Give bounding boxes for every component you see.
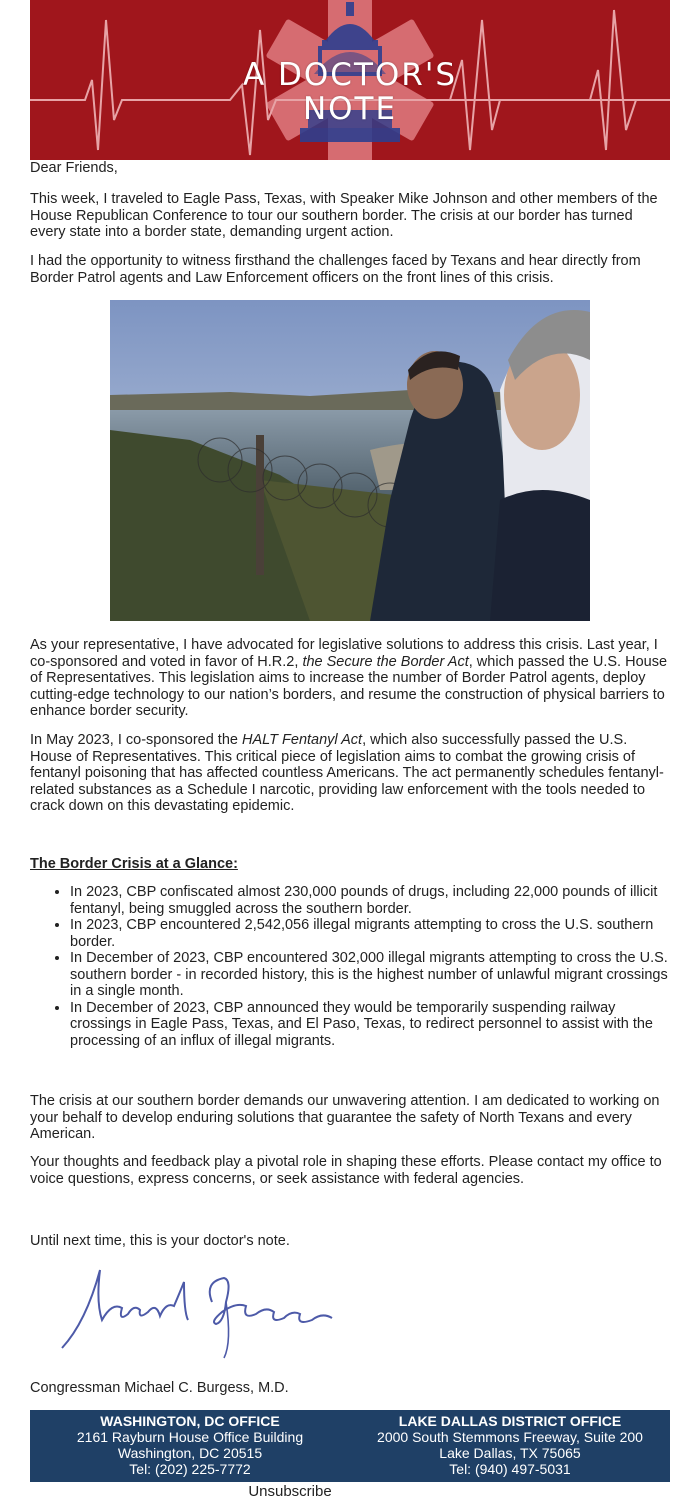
facts-list [30, 884, 670, 1049]
advocacy-text-a: As your representative, I have advocated for legislative solutions to address this crisis. Last year, I co-sponsored and voted in favor of H.R.2, [30, 637, 658, 670]
list-item: • In 2023, CBP confiscated almost 230,000 pounds of drugs, including 22,000 pounds of illicit fentanyl, being smuggled across the southern border. [70, 884, 670, 917]
paragraph-feedback: Your thoughts and feedback play a pivotal role in shaping these efforts. Please contact my office to voice questions, express concerns, or seek assistance with federal agencies. [30, 1154, 662, 1187]
lake-dallas-office-address-line2: Lake Dallas, TX 75065 [439, 1445, 581, 1461]
unsubscribe-link[interactable]: Unsubscribe [248, 1483, 332, 1500]
secure-border-act: the Secure the Border Act [302, 653, 469, 670]
signature-name: Congressman Michael C. Burgess, M.D. [30, 1380, 289, 1396]
list-item: • In December of 2023, CBP encountered 302,000 illegal migrants attempting to cross the U.S. southern border - in recorded history, this is the highest number of unlawful migrant crossings in a single month. [70, 950, 670, 1000]
fentanyl-text-a: In May 2023, I co-sponsored the [30, 732, 242, 748]
banner-title [30, 58, 670, 126]
fentanyl-text-b: , which also successfully passed the U.S. House of Representatives. This critical piece of legislation aims to combat the growing crisis of fentanyl poisoning that has affected countless Americans. The act permanently schedules fentanyl-related substances as a Schedule I narcotic, providing law enforcement with the tools needed to crack down on this devastating epidemic. [30, 732, 664, 814]
dc-office-address-line1: 2161 Rayburn House Office Building [76, 1429, 304, 1445]
lake-dallas-office-phone: Tel: (940) 497-5031 [449, 1461, 571, 1477]
list-item: • In December of 2023, CBP announced they would be temporarily suspending railway crossings in Eagle Pass, Texas, and El Paso, Texas, to redirect personnel to assist with the processing of an influx of illegal migrants. [70, 1000, 670, 1050]
dc-office-name: WASHINGTON, DC OFFICE [100, 1413, 280, 1429]
salutation: Dear Friends, [30, 160, 118, 176]
dc-office-address-line2: Washington, DC 20515 [117, 1445, 263, 1461]
list-item: • In 2023, CBP encountered 2,542,056 illegal migrants attempting to cross the U.S. southern border. [70, 917, 670, 950]
advocacy-text-b: , which passed the U.S. House of Representatives. This legislation aims to increase the number of Border Patrol agents, deploy cutting-edge technology to our nation’s borders, and resume the construction of physical barriers to enhance border security. [30, 653, 668, 719]
lake-dallas-office-address-line1: 2000 South Stemmons Freeway, Suite 200 [377, 1429, 643, 1445]
paragraph-witness: I had the opportunity to witness firsthand the challenges faced by Texans and hear directly from Border Patrol agents and Law Enforcement officers on the front lines of this crisis. [30, 253, 641, 286]
banner-title-line2: NOTE [302, 91, 398, 127]
halt-fentanyl-act: HALT Fentanyl Act [242, 732, 363, 748]
office-footer [30, 1410, 670, 1482]
lake-dallas-office [360, 1413, 660, 1477]
paragraph-intro: This week, I traveled to Eagle Pass, Texas, with Speaker Mike Johnson and other members of the House Republican Conference to tour our southern border. The crisis at our border has turned every state into a border state, demanding urgent action. [30, 191, 658, 240]
dc-office [40, 1413, 340, 1477]
paragraph-fentanyl [30, 732, 670, 815]
glance-heading: The Border Crisis at a Glance: [30, 856, 238, 872]
border-visit-photo [110, 300, 590, 621]
paragraph-commitment: The crisis at our southern border demands our unwavering attention. I am dedicated to working on your behalf to develop enduring solutions that guarantee the safety of North Texans and every American. [30, 1093, 660, 1142]
header-banner [30, 0, 670, 160]
lake-dallas-office-name: LAKE DALLAS DISTRICT OFFICE [398, 1413, 622, 1429]
dc-office-phone: Tel: (202) 225-7772 [129, 1461, 251, 1477]
banner-title-line1: A DOCTOR'S [242, 57, 458, 93]
handwritten-signature [56, 1262, 356, 1362]
paragraph-advocacy [30, 637, 670, 720]
closing-line: Until next time, this is your doctor's note. [30, 1233, 290, 1249]
